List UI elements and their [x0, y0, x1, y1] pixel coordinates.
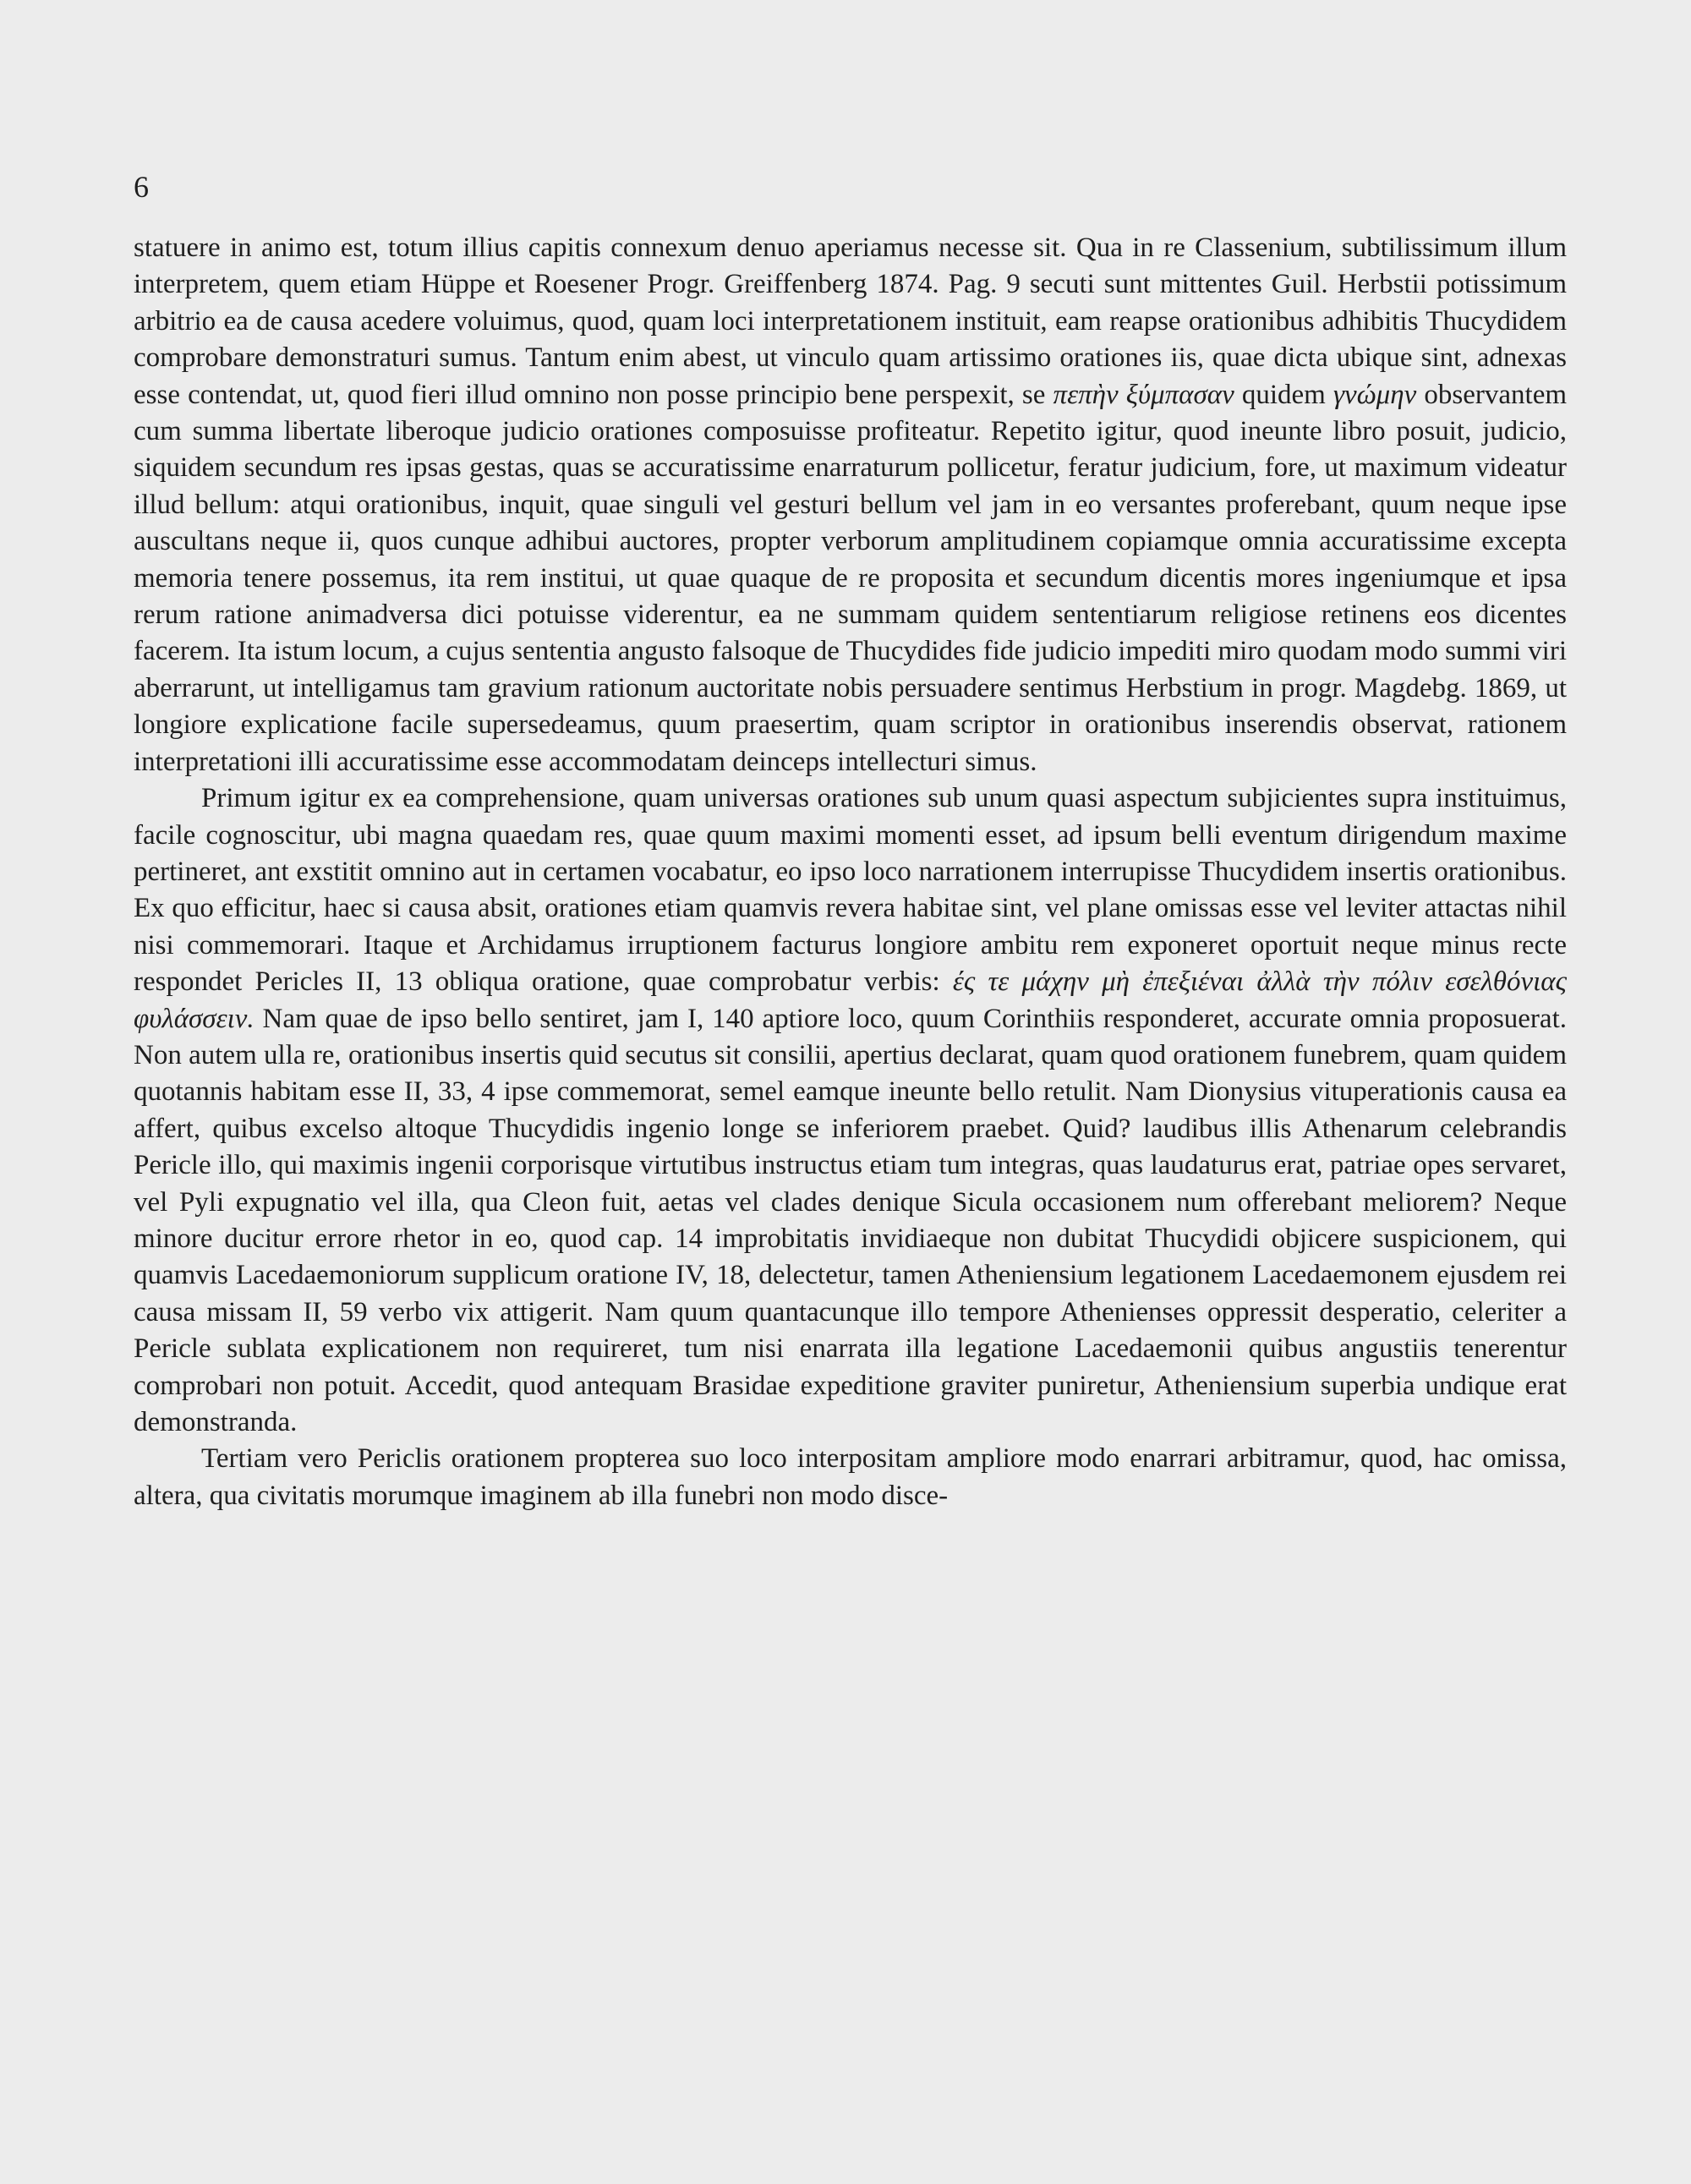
text-run: observantem cum summa libertate liberoque judicio orationes composuisse profiteatur. Repetito igitur, quod ineunte libro posuit, judicio, siquidem secundum res ipsas gestas, quas se accuratissime enarraturum pollicetur, feratur judicium, fore, ut maximum videatur illud bellum: atqui orationibus, inquit, quae singuli vel gesturi bellum vel jam in eo versantes proferebant, quum neque ipse auscultans neque ii, quos cunque adhibui auctores, propter verborum amplitudinem copiamque omnia accuratissime excepta memoria tenere possemus, ita rem institui, ut quae quaque de re proposita et secundum dicentis mores ingeniumque et ipsa rerum ratione animadversa dici potuisse viderentur, ea ne summam quidem sententiarum religiose retinens eos dicentes facerem. Ita istum locum, a cujus sententia angusto falsoque de Thucydides fide judicio impediti miro quodam modo summi viri aberrarunt, ut intelligamus tam gravium rationum auctoritate nobis persuadere sentimus Herbstium in progr. Magdebg. 1869, ut longiore explicatione facile supersedeamus, quum praesertim, quam scriptor in orationibus inserendis observat, rationem interpretationi illi accuratissime esse accommodatam deinceps intellecturi simus. [134, 379, 1568, 777]
greek-quotation: ές τε μάχην μὴ ἐπεξιέναι ἀλλὰ τὴν πόλιν εσελθόνιας φυλάσσειν. [134, 966, 1568, 1034]
page-number: 6 [134, 170, 149, 204]
paragraph [134, 1441, 1567, 1514]
greek-quotation: γνώμην [1333, 379, 1417, 410]
paragraph [134, 230, 1567, 780]
text-run: statuere in animo est, totum illius capitis connexum denuo aperiamus necesse sit. Qua in re Classenium, subtilissimum illum interpretem, quem etiam Hüppe et Roesener Progr. Greiffenberg 1874. Pag. 9 secuti sunt mittentes Guil. Herbstii potissimum arbitrio ea de causa acedere voluimus, quod, quam loci interpretationem instituit, eam reapse orationibus adhibitis Thucydidem comprobare demonstraturi sumus. Tantum enim abest, ut vinculo quam artissimo orationes iis, quae dicta ubique sint, adnexas esse contendat, ut, quod fieri illud omnino non posse principio bene perspexit, se [134, 233, 1567, 410]
paragraph [134, 780, 1567, 1441]
text-run: quidem [1234, 379, 1333, 410]
greek-quotation: πεπὴν ξύμπασαν [1053, 379, 1234, 410]
text-run: Primum igitur ex ea comprehensione, quam universas orationes sub unum quasi aspectum subjicientes supra instituimus, facile cognoscitur, ubi magna quaedam res, quae quum maximi momenti esset, ad ipsum belli eventum dirigendum maxime pertineret, ant exstitit omnino aut in certamen vocabatur, eo ipso loco narrationem interrupisse Thucydidem insertis orationibus. Ex quo efficitur, haec si causa absit, orationes etiam quamvis revera habitae sint, vel plane omissas esse vel leviter attactas nihil nisi commemorari. Itaque et Archidamus irruptionem facturus longiore ambitu rem exponeret oportuit neque minus recte respondet Pericles II, 13 obliqua oratione, quae comprobatur verbis: [134, 783, 1567, 998]
text-run: Tertiam vero Periclis orationem propterea suo loco interpositam ampliore modo enarrari arbitramur, quod, hac omissa, altera, qua civitatis morumque imaginem ab illa funebri non modo disce- [134, 1443, 1567, 1511]
body-text [134, 230, 1567, 1514]
text-run: Nam quae de ipso bello sentiret, jam I, 140 aptiore loco, quum Corinthiis responderet, accurate omnia proposuerat. Non autem ulla re, orationibus insertis quid secutus sit consilii, apertius declarat, quam quod orationem funebrem, quam quidem quotannis habitam esse II, 33, 4 ipse commemorat, semel eamque ineunte bello retulit. Nam Dionysius vituperationis causa ea affert, quibus excelso altoque Thucydidis ingenio longe se inferiorem praebet. Quid? laudibus illis Athenarum celebrandis Pericle illo, qui maximis ingenii corporisque virtutibus instructus etiam tum integras, quas laudaturus erat, patriae opes servaret, vel Pyli expugnatio vel illa, qua Cleon fuit, aetas vel clades denique Sicula occasionem num offerebant meliorem? Neque minore ducitur errore rhetor in eo, quod cap. 14 improbitatis invidiaeque non dubitat Thucydidi objicere suspicionem, qui quamvis Lacedaemoniorum supplicum oratione IV, 18, delectetur, tamen Atheniensium legationem Lacedaemonem ejusdem rei causa missam II, 59 verbo vix attigerit. Nam quum quantacunque illo tempore Athenienses oppressit desperatio, celeriter a Pericle sublata explicationem non requireret, tum nisi enarrata illa legatione Lacedaemonii quibus angustiis tenerentur comprobari non potuit. Accedit, quod antequam Brasidae expeditione graviter puniretur, Atheniensium superbia undique erat demonstranda. [134, 1003, 1567, 1437]
